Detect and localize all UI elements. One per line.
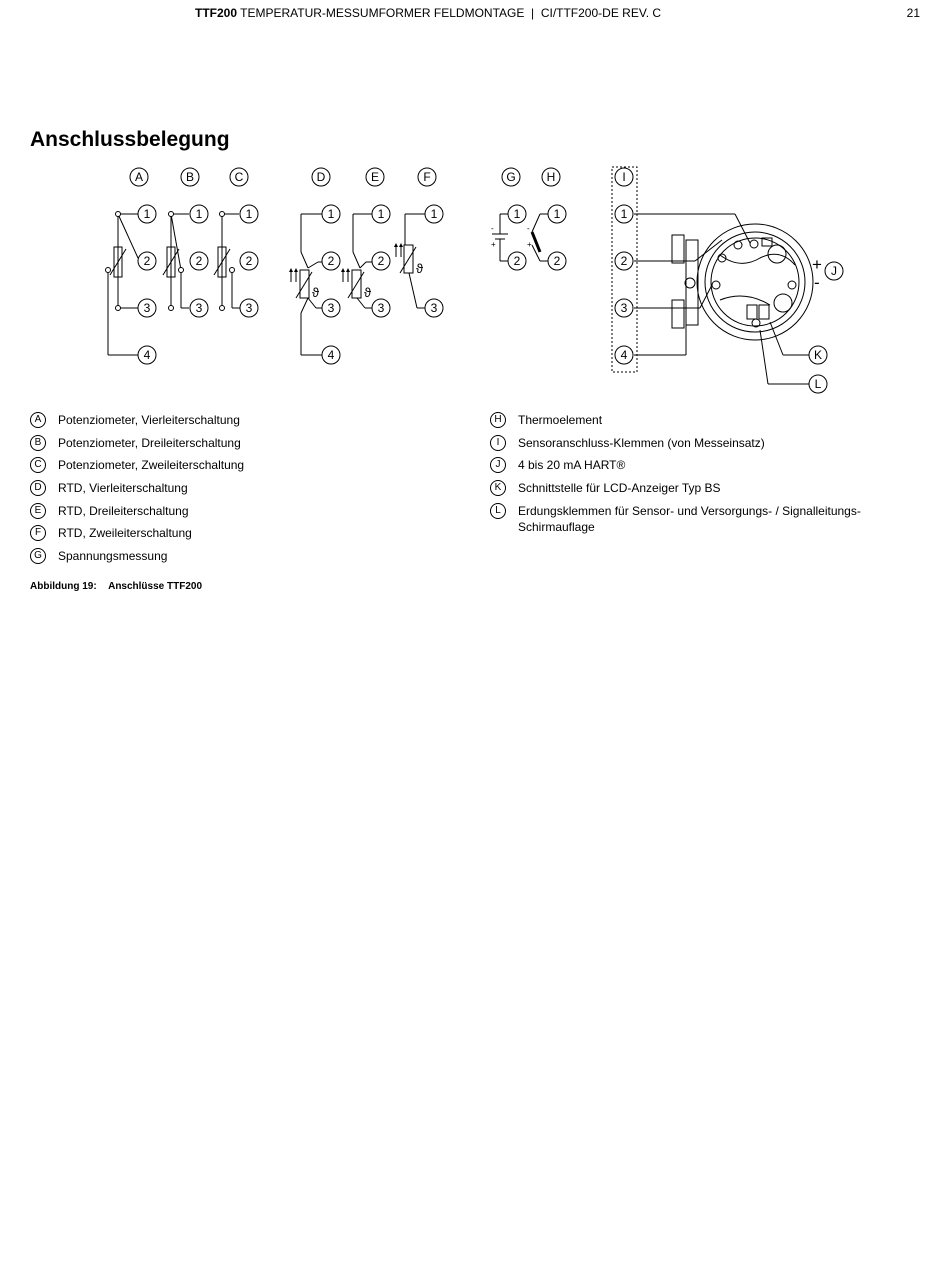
terminal-2: 2 — [327, 254, 335, 268]
legend-item-f — [30, 525, 470, 541]
legend-left — [30, 412, 470, 571]
group-label-c: C — [234, 170, 244, 184]
connection-diagram — [0, 160, 950, 405]
legend-badge: B — [30, 435, 46, 451]
terminal-3: 3 — [377, 301, 385, 315]
legend-item-d — [30, 480, 470, 496]
terminal-1: 1 — [430, 207, 438, 221]
document-title-rest: TEMPERATUR-MESSUMFORMER FELDMONTAGE | CI/TTF200-DE REV. C — [237, 6, 662, 20]
terminal-2: 2 — [513, 254, 521, 268]
group-label-k: K — [813, 348, 823, 362]
legend-item-a — [30, 412, 470, 428]
group-label-l: L — [814, 377, 822, 391]
caption-text: Anschlüsse TTF200 — [108, 581, 203, 592]
group-label-e: E — [370, 170, 380, 184]
group-label-g: G — [506, 170, 516, 184]
legend-item-i — [490, 435, 910, 451]
document-title — [195, 5, 661, 21]
legend-badge: G — [30, 548, 46, 564]
legend-text: Potenziometer, Zweileiterschaltung — [58, 458, 245, 473]
legend-item-j — [490, 457, 910, 473]
minus-sign: - — [491, 224, 494, 233]
rtd-theta-symbol: ϑ — [364, 285, 372, 300]
legend-badge: F — [30, 525, 46, 541]
legend-text: 4 bis 20 mA HART® — [518, 458, 626, 473]
legend-item-e — [30, 503, 470, 519]
legend-badge: H — [490, 412, 506, 428]
group-label-d: D — [316, 170, 326, 184]
plus-sign: + — [491, 240, 496, 249]
group-label-j: J — [831, 264, 837, 278]
legend-item-g — [30, 548, 470, 564]
terminal-2: 2 — [143, 254, 151, 268]
terminal-3: 3 — [327, 301, 335, 315]
group-label-b: B — [185, 170, 195, 184]
terminal-1: 1 — [245, 207, 253, 221]
legend-badge: D — [30, 480, 46, 496]
terminal-4: 4 — [143, 348, 151, 362]
legend-text: Sensoranschluss-Klemmen (von Messeinsatz) — [518, 435, 765, 450]
page-header — [0, 5, 950, 21]
terminal-3: 3 — [620, 301, 628, 315]
legend-text: RTD, Zweileiterschaltung — [58, 526, 192, 541]
legend-text: Schnittstelle für LCD-Anzeiger Typ BS — [518, 481, 721, 496]
terminal-2: 2 — [620, 254, 628, 268]
terminal-3: 3 — [245, 301, 253, 315]
group-label-a: A — [134, 170, 144, 184]
figure-caption — [30, 580, 202, 594]
legend-text: Potenziometer, Vierleiterschaltung — [58, 413, 240, 427]
rtd-theta-symbol: ϑ — [312, 285, 320, 300]
terminal-4: 4 — [327, 348, 335, 362]
terminal-3: 3 — [430, 301, 438, 315]
legend-badge: L — [490, 503, 506, 519]
legend-right — [490, 412, 910, 541]
page-number: 21 — [906, 6, 920, 20]
rtd-theta-symbol: ϑ — [416, 261, 424, 276]
legend-item-b — [30, 435, 470, 451]
terminal-1: 1 — [327, 207, 335, 221]
legend-badge: J — [490, 457, 506, 473]
terminal-2: 2 — [195, 254, 203, 268]
legend-text: RTD, Dreileiterschaltung — [58, 503, 189, 518]
section-title: Anschlussbelegung — [30, 128, 230, 151]
plus-sign: + — [812, 255, 822, 274]
legend-badge: C — [30, 457, 46, 473]
terminal-2: 2 — [553, 254, 561, 268]
legend-badge: E — [30, 503, 46, 519]
caption-label: Abbildung 19: — [30, 581, 97, 592]
terminal-1: 1 — [195, 207, 203, 221]
terminal-1: 1 — [513, 207, 521, 221]
legend-text: Potenziometer, Dreileiterschaltung — [58, 435, 241, 450]
legend-text: Thermoelement — [518, 413, 603, 427]
terminal-1: 1 — [620, 207, 628, 221]
legend-badge: K — [490, 480, 506, 496]
legend-badge: I — [490, 435, 506, 451]
legend-item-l — [490, 503, 910, 535]
legend-item-c — [30, 457, 470, 473]
product-name: TTF200 — [195, 6, 238, 20]
legend-text: RTD, Vierleiterschaltung — [58, 481, 188, 496]
terminal-3: 3 — [195, 301, 203, 315]
legend-item-k — [490, 480, 910, 496]
group-label-h: H — [546, 170, 556, 184]
legend-text: Erdungsklemmen für Sensor- und Versorgungs- / Signalleitungs-Schirmauflage — [518, 503, 861, 534]
terminal-4: 4 — [620, 348, 628, 362]
legend-badge: A — [30, 412, 46, 428]
terminal-1: 1 — [377, 207, 385, 221]
legend-text: Spannungsmessung — [58, 549, 168, 564]
terminal-2: 2 — [245, 254, 253, 268]
group-label-i: I — [622, 170, 626, 184]
minus-sign: - — [814, 273, 820, 292]
terminal-3: 3 — [143, 301, 151, 315]
terminal-1: 1 — [143, 207, 151, 221]
group-label-f: F — [423, 170, 431, 184]
minus-sign: - — [527, 224, 530, 233]
legend-item-h — [490, 412, 910, 428]
plus-sign: + — [527, 240, 532, 249]
terminal-1: 1 — [553, 207, 561, 221]
terminal-2: 2 — [377, 254, 385, 268]
